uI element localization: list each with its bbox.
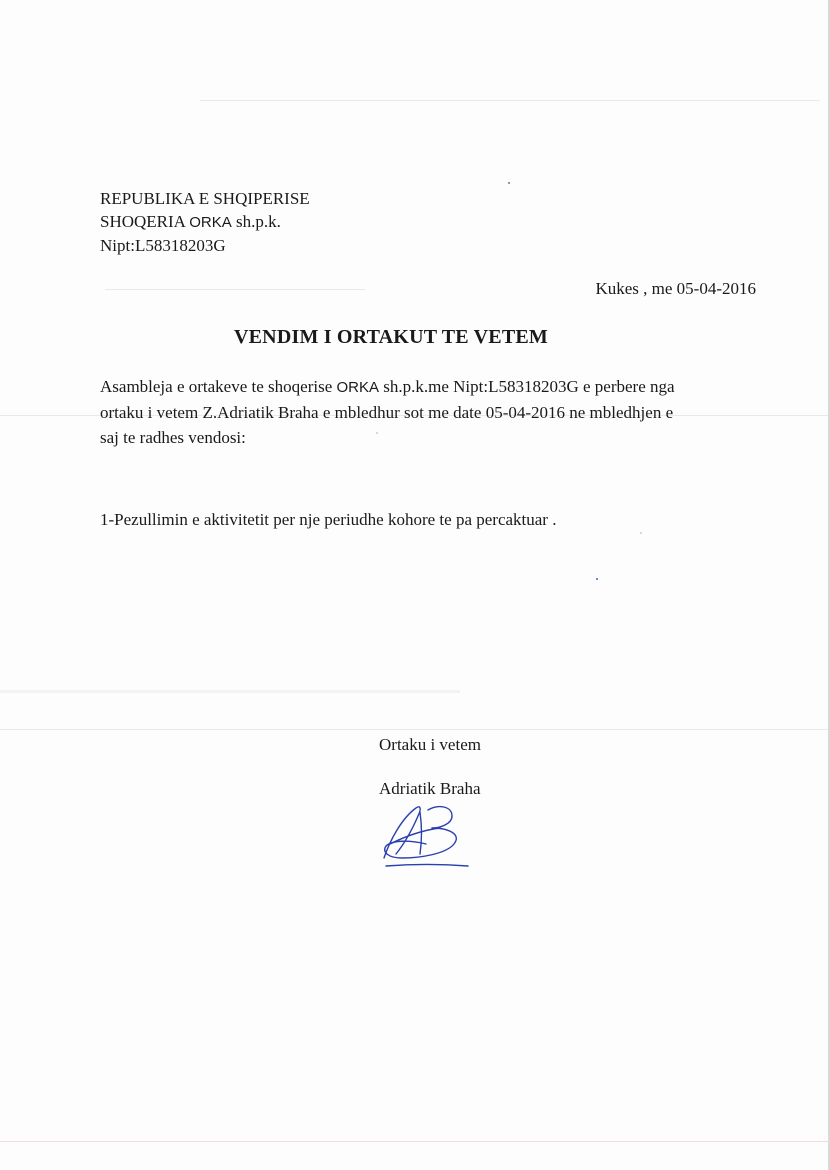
scan-artifact-line — [105, 289, 365, 290]
scan-speck — [640, 532, 642, 534]
signer-name: Adriatik Braha — [379, 779, 481, 798]
body-paragraph — [100, 374, 806, 450]
handwritten-signature — [376, 800, 476, 872]
body-company-name: ORKA — [336, 379, 380, 396]
signature-block — [379, 734, 481, 800]
document-title: VENDIM I ORTAKUT TE VETEM — [234, 326, 548, 348]
place-date: Kukes , me 05-04-2016 — [595, 279, 756, 298]
body-line-1-end: sh.p.k.me Nipt:L58318203G e perbere nga — [379, 377, 675, 396]
body-line-1 — [100, 374, 806, 400]
scan-artifact-line — [200, 100, 820, 101]
scan-speck — [508, 182, 510, 184]
header-company-name: ORKA — [189, 214, 232, 231]
header-nipt: Nipt:L58318203G — [100, 236, 226, 255]
company-header — [100, 187, 310, 257]
signer-role: Ortaku i vetem — [379, 735, 481, 754]
body-line-3: saj te radhes vendosi: — [100, 428, 246, 447]
header-company — [100, 210, 310, 234]
header-country: REPUBLIKA E SHQIPERISE — [100, 189, 310, 208]
decision-item: 1-Pezullimin e aktivitetit per nje periudhe kohore te pa percaktuar . — [100, 510, 557, 529]
scan-edge — [0, 1141, 830, 1142]
scan-artifact-line — [0, 729, 830, 730]
scan-speck — [596, 578, 598, 580]
scan-artifact-line — [0, 690, 460, 693]
body-line-1-start: Asambleja e ortakeve te shoqerise — [100, 377, 337, 396]
header-company-prefix: SHOQERIA — [100, 212, 190, 231]
body-line-2: ortaku i vetem Z.Adriatik Braha e mbledhur sot me date 05-04-2016 ne mbledhjen e — [100, 403, 674, 422]
header-company-suffix: sh.p.k. — [231, 212, 281, 231]
